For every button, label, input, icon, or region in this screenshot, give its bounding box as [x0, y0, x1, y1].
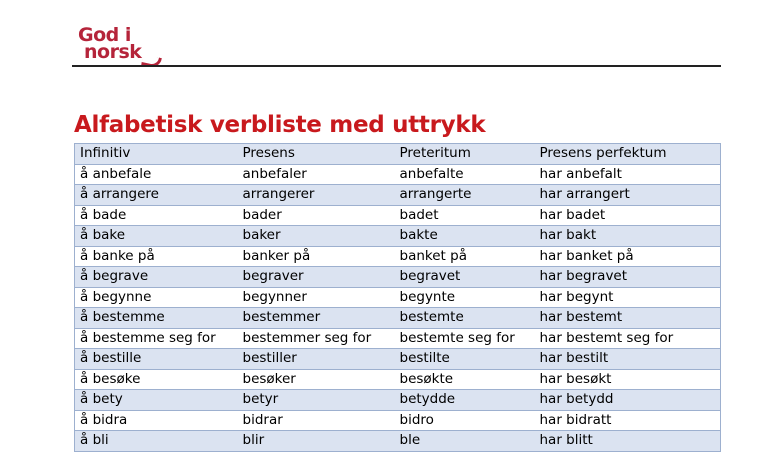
preteritum-cell: begynte: [395, 287, 535, 308]
presens-perfektum-cell: har banket på: [535, 246, 721, 267]
presens-perfektum-cell: har anbefalt: [535, 164, 721, 185]
table-row: [75, 308, 721, 329]
infinitiv-cell: å arrangere: [75, 185, 238, 206]
preteritum-cell: bakte: [395, 226, 535, 247]
table-row: [75, 205, 721, 226]
logo-line-1: God i: [78, 24, 131, 46]
table-row: [75, 246, 721, 267]
table-row: [75, 390, 721, 411]
header-divider: [72, 65, 721, 67]
presens-cell: begynner: [238, 287, 395, 308]
column-header-presens-perfektum: Presens perfektum: [535, 144, 721, 165]
preteritum-cell: bestemte: [395, 308, 535, 329]
presens-cell: baker: [238, 226, 395, 247]
presens-cell: banker på: [238, 246, 395, 267]
column-header-presens: Presens: [238, 144, 395, 165]
presens-perfektum-cell: har blitt: [535, 431, 721, 452]
infinitiv-cell: å bestille: [75, 349, 238, 370]
preteritum-cell: bestemte seg for: [395, 328, 535, 349]
preteritum-cell: begravet: [395, 267, 535, 288]
preteritum-cell: badet: [395, 205, 535, 226]
infinitiv-cell: å bety: [75, 390, 238, 411]
table-row: [75, 369, 721, 390]
presens-perfektum-cell: har badet: [535, 205, 721, 226]
preteritum-cell: arrangerte: [395, 185, 535, 206]
page-title: Alfabetisk verbliste med uttrykk: [74, 112, 486, 138]
preteritum-cell: ble: [395, 431, 535, 452]
logo-line-2: norsk: [84, 41, 142, 63]
preteritum-cell: bestilte: [395, 349, 535, 370]
presens-perfektum-cell: har betydd: [535, 390, 721, 411]
presens-perfektum-cell: har bestemt: [535, 308, 721, 329]
presens-cell: bestemmer: [238, 308, 395, 329]
infinitiv-cell: å bade: [75, 205, 238, 226]
presens-cell: anbefaler: [238, 164, 395, 185]
table-row: [75, 410, 721, 431]
table-header-row: [75, 144, 721, 165]
presens-cell: bestiller: [238, 349, 395, 370]
presens-cell: besøker: [238, 369, 395, 390]
presens-cell: blir: [238, 431, 395, 452]
god-i-norsk-logo: [78, 22, 168, 66]
presens-cell: bidrar: [238, 410, 395, 431]
presens-perfektum-cell: har begravet: [535, 267, 721, 288]
presens-perfektum-cell: har bestemt seg for: [535, 328, 721, 349]
preteritum-cell: anbefalte: [395, 164, 535, 185]
presens-perfektum-cell: har arrangert: [535, 185, 721, 206]
presens-perfektum-cell: har besøkt: [535, 369, 721, 390]
infinitiv-cell: å bake: [75, 226, 238, 247]
preteritum-cell: betydde: [395, 390, 535, 411]
table-row: [75, 349, 721, 370]
infinitiv-cell: å besøke: [75, 369, 238, 390]
infinitiv-cell: å bli: [75, 431, 238, 452]
presens-perfektum-cell: har bakt: [535, 226, 721, 247]
infinitiv-cell: å anbefale: [75, 164, 238, 185]
presens-cell: begraver: [238, 267, 395, 288]
verb-table-body: [75, 164, 721, 451]
preteritum-cell: banket på: [395, 246, 535, 267]
infinitiv-cell: å bestemme seg for: [75, 328, 238, 349]
infinitiv-cell: å bestemme: [75, 308, 238, 329]
presens-perfektum-cell: har bidratt: [535, 410, 721, 431]
infinitiv-cell: å begrave: [75, 267, 238, 288]
column-header-preteritum: Preteritum: [395, 144, 535, 165]
presens-cell: bestemmer seg for: [238, 328, 395, 349]
presens-cell: bader: [238, 205, 395, 226]
infinitiv-cell: å begynne: [75, 287, 238, 308]
presens-perfektum-cell: har begynt: [535, 287, 721, 308]
presens-cell: betyr: [238, 390, 395, 411]
infinitiv-cell: å banke på: [75, 246, 238, 267]
preteritum-cell: besøkte: [395, 369, 535, 390]
presens-cell: arrangerer: [238, 185, 395, 206]
table-row: [75, 185, 721, 206]
verb-table: [74, 143, 721, 452]
table-row: [75, 267, 721, 288]
presens-perfektum-cell: har bestilt: [535, 349, 721, 370]
preteritum-cell: bidro: [395, 410, 535, 431]
column-header-infinitiv: Infinitiv: [75, 144, 238, 165]
table-row: [75, 226, 721, 247]
infinitiv-cell: å bidra: [75, 410, 238, 431]
table-row: [75, 164, 721, 185]
table-row: [75, 328, 721, 349]
table-row: [75, 287, 721, 308]
